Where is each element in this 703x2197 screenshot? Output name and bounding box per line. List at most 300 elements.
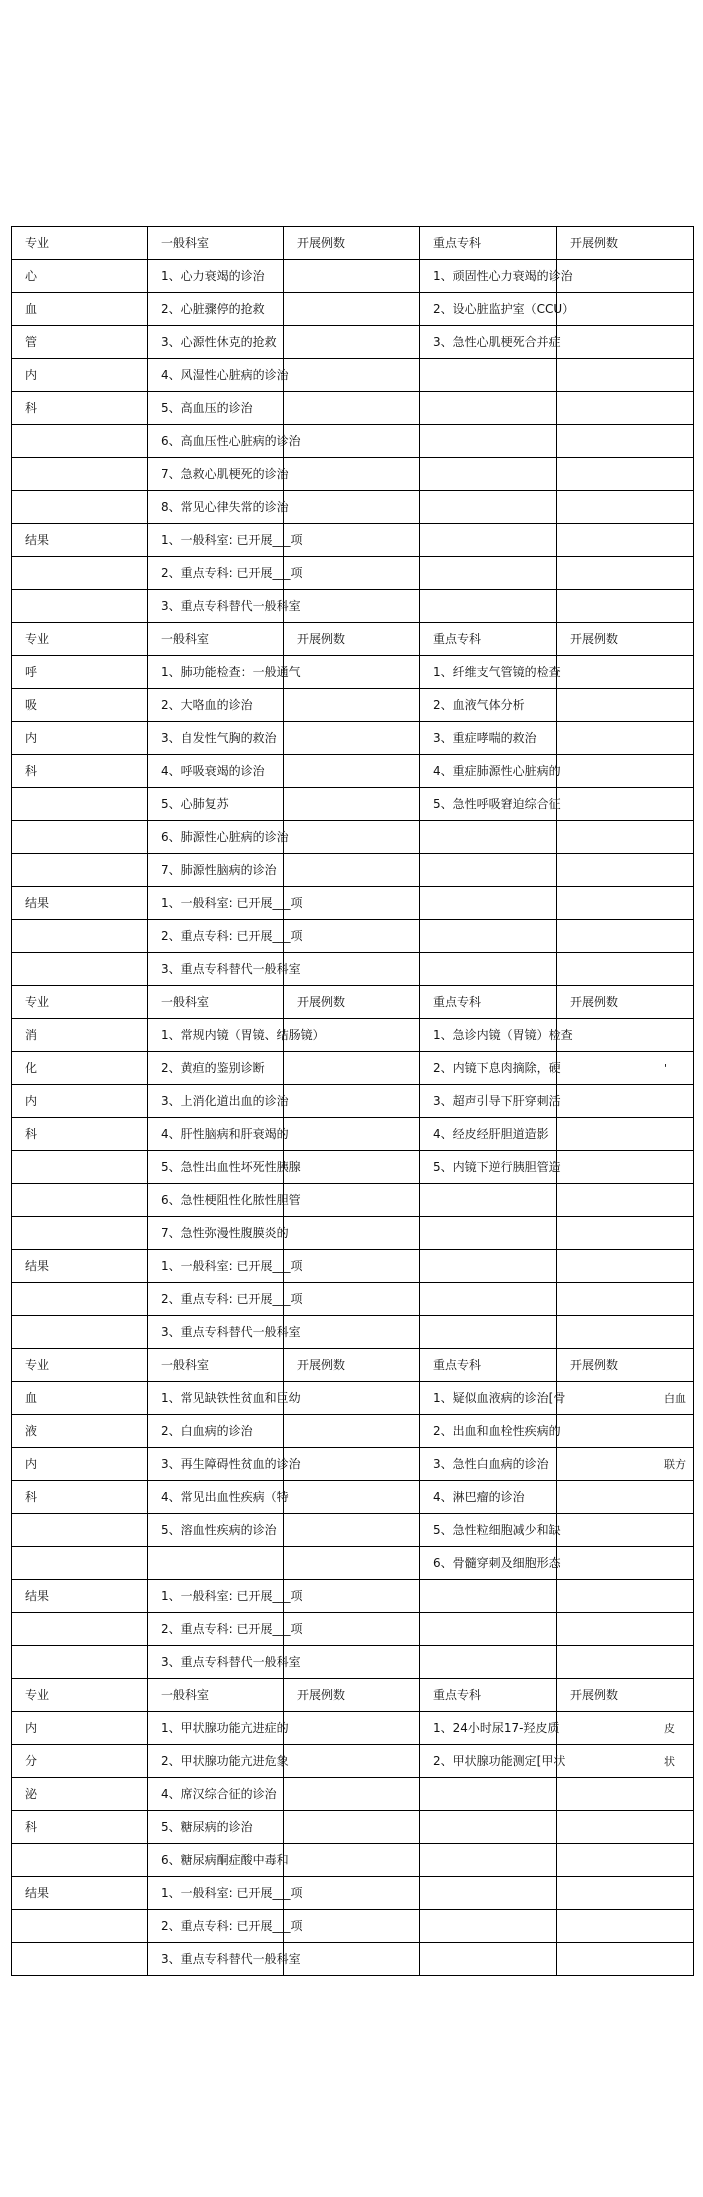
count-cell [284, 1217, 420, 1250]
specialty-cell: 吸 [12, 689, 148, 722]
result-text-cell: 3、重点专科替代一般科室 [148, 953, 284, 986]
count-cell [557, 1844, 694, 1877]
key-item-cell: 3、超声引导下肝穿刺活 [420, 1085, 557, 1118]
header-row [12, 623, 694, 656]
result-label-cell [12, 1316, 148, 1349]
general-item-cell: 4、呼吸衰竭的诊治 [148, 755, 284, 788]
empty-cell [557, 1943, 694, 1976]
count-cell [557, 359, 694, 392]
general-item-cell: 4、肝性脑病和肝衰竭的 [148, 1118, 284, 1151]
count-cell [557, 326, 694, 359]
count-cell [557, 1217, 694, 1250]
specialty-cell: 内 [12, 359, 148, 392]
count-cell [557, 854, 694, 887]
count-cell [557, 1382, 694, 1415]
table-row [12, 491, 694, 524]
key-item-cell: 4、重症肺源性心脏病的 [420, 755, 557, 788]
header-count: 开展例数 [284, 227, 420, 260]
count-cell [557, 1085, 694, 1118]
empty-cell [284, 1580, 420, 1613]
general-item-cell: 7、急性弥漫性腹膜炎的 [148, 1217, 284, 1250]
general-item-cell: 5、心肺复苏 [148, 788, 284, 821]
key-item-cell: 2、出血和血栓性疾病的 [420, 1415, 557, 1448]
specialty-cell: 科 [12, 392, 148, 425]
header-count: 开展例数 [284, 986, 420, 1019]
empty-cell [420, 1283, 557, 1316]
count-cell [284, 1712, 420, 1745]
general-item-cell: 4、风湿性心脏病的诊治 [148, 359, 284, 392]
empty-cell [420, 1316, 557, 1349]
general-item-cell [148, 1547, 284, 1580]
key-item-cell: 2、甲状腺功能测定[甲状 [420, 1745, 557, 1778]
specialty-cell [12, 458, 148, 491]
empty-cell [284, 887, 420, 920]
count-cell [284, 1811, 420, 1844]
specialty-cell: 管 [12, 326, 148, 359]
result-text-cell: 3、重点专科替代一般科室 [148, 590, 284, 623]
specialty-cell: 呼 [12, 656, 148, 689]
empty-cell [557, 1646, 694, 1679]
count-cell [284, 1118, 420, 1151]
empty-cell [557, 953, 694, 986]
key-item-cell [420, 359, 557, 392]
count-cell [284, 458, 420, 491]
specialty-cell [12, 1514, 148, 1547]
empty-cell [420, 1646, 557, 1679]
key-item-cell: 5、急性呼吸窘迫综合征 [420, 788, 557, 821]
result-text-cell: 3、重点专科替代一般科室 [148, 1646, 284, 1679]
general-item-cell: 6、急性梗阻性化脓性胆管 [148, 1184, 284, 1217]
specialty-cell [12, 821, 148, 854]
count-cell [557, 1547, 694, 1580]
empty-cell [557, 920, 694, 953]
header-row [12, 986, 694, 1019]
count-cell [557, 689, 694, 722]
result-text-cell: 1、一般科室: 已开展___项 [148, 1580, 284, 1613]
general-item-cell: 3、自发性气胸的救治 [148, 722, 284, 755]
specialty-cell [12, 1547, 148, 1580]
specialty-cell: 消 [12, 1019, 148, 1052]
table-row [12, 1778, 694, 1811]
count-cell [284, 359, 420, 392]
table-row [12, 788, 694, 821]
key-item-cell [420, 458, 557, 491]
table-row [12, 755, 694, 788]
count-cell [284, 425, 420, 458]
header-key-specialty: 重点专科 [420, 623, 557, 656]
result-text-cell: 1、一般科室: 已开展___项 [148, 1877, 284, 1910]
overflow-text: 联方 [664, 1457, 686, 1471]
count-cell [557, 755, 694, 788]
count-cell [284, 1745, 420, 1778]
empty-cell [557, 1316, 694, 1349]
specialty-cell [12, 788, 148, 821]
table-row [12, 260, 694, 293]
count-cell [557, 458, 694, 491]
specialty-cell: 科 [12, 755, 148, 788]
count-cell [557, 1745, 694, 1778]
count-cell [284, 1151, 420, 1184]
header-general-dept: 一般科室 [148, 1679, 284, 1712]
table-row [12, 1085, 694, 1118]
empty-cell [420, 590, 557, 623]
general-item-cell: 5、高血压的诊治 [148, 392, 284, 425]
result-row [12, 1943, 694, 1976]
result-text-cell: 1、一般科室: 已开展___项 [148, 887, 284, 920]
count-cell [284, 755, 420, 788]
specialty-cell [12, 425, 148, 458]
key-item-cell: 1、急诊内镜（胃镜）检查 [420, 1019, 557, 1052]
general-item-cell: 4、常见出血性疾病（特 [148, 1481, 284, 1514]
specialty-cell: 化 [12, 1052, 148, 1085]
count-cell [557, 656, 694, 689]
result-text-cell: 3、重点专科替代一般科室 [148, 1943, 284, 1976]
count-cell [557, 722, 694, 755]
count-cell [284, 1481, 420, 1514]
header-key-specialty: 重点专科 [420, 1679, 557, 1712]
table-row [12, 1514, 694, 1547]
general-item-cell: 6、肺源性心脏病的诊治 [148, 821, 284, 854]
count-cell [284, 788, 420, 821]
header-count: 开展例数 [284, 1679, 420, 1712]
general-item-cell: 5、糖尿病的诊治 [148, 1811, 284, 1844]
specialty-cell: 内 [12, 1448, 148, 1481]
general-item-cell: 1、心力衰竭的诊治 [148, 260, 284, 293]
key-item-cell [420, 821, 557, 854]
general-item-cell: 1、常规内镜（胃镜、结肠镜） [148, 1019, 284, 1052]
result-row [12, 1646, 694, 1679]
specialty-cell: 泌 [12, 1778, 148, 1811]
empty-cell [284, 920, 420, 953]
header-specialty: 专业 [12, 1349, 148, 1382]
table-row [12, 1052, 694, 1085]
count-cell [557, 1019, 694, 1052]
header-count: 开展例数 [557, 227, 694, 260]
result-label-cell: 结果 [12, 1250, 148, 1283]
header-count: 开展例数 [557, 1679, 694, 1712]
count-cell [557, 491, 694, 524]
general-item-cell: 3、再生障碍性贫血的诊治 [148, 1448, 284, 1481]
result-row [12, 1283, 694, 1316]
result-row [12, 524, 694, 557]
result-text-cell: 3、重点专科替代一般科室 [148, 1316, 284, 1349]
count-cell [284, 1514, 420, 1547]
key-item-cell [420, 1778, 557, 1811]
result-row [12, 557, 694, 590]
key-item-cell [420, 392, 557, 425]
general-item-cell: 5、急性出血性坏死性胰腺 [148, 1151, 284, 1184]
header-key-specialty: 重点专科 [420, 986, 557, 1019]
count-cell [284, 1415, 420, 1448]
table-row [12, 1712, 694, 1745]
empty-cell [284, 1646, 420, 1679]
empty-cell [557, 524, 694, 557]
empty-cell [284, 1283, 420, 1316]
table-row [12, 1382, 694, 1415]
key-item-cell: 3、重症哮喘的救治 [420, 722, 557, 755]
result-row [12, 1613, 694, 1646]
general-item-cell: 5、溶血性疾病的诊治 [148, 1514, 284, 1547]
result-label-cell [12, 1943, 148, 1976]
header-key-specialty: 重点专科 [420, 227, 557, 260]
header-specialty: 专业 [12, 227, 148, 260]
empty-cell [284, 953, 420, 986]
table-row [12, 1151, 694, 1184]
empty-cell [557, 1283, 694, 1316]
count-cell [284, 656, 420, 689]
header-row [12, 227, 694, 260]
specialty-cell [12, 491, 148, 524]
key-item-cell [420, 491, 557, 524]
key-item-cell: 1、24小时尿17-羟皮质 [420, 1712, 557, 1745]
table-row [12, 656, 694, 689]
count-cell [284, 1052, 420, 1085]
empty-cell [420, 557, 557, 590]
header-count: 开展例数 [557, 623, 694, 656]
empty-cell [284, 1613, 420, 1646]
general-item-cell: 7、肺源性脑病的诊治 [148, 854, 284, 887]
result-row [12, 887, 694, 920]
result-text-cell: 2、重点专科: 已开展___项 [148, 920, 284, 953]
table-row [12, 326, 694, 359]
header-specialty: 专业 [12, 986, 148, 1019]
specialty-cell: 内 [12, 1712, 148, 1745]
count-cell [557, 1118, 694, 1151]
header-row [12, 1349, 694, 1382]
empty-cell [284, 1943, 420, 1976]
count-cell [557, 293, 694, 326]
key-item-cell: 1、纤维支气管镜的检查 [420, 656, 557, 689]
header-row [12, 1679, 694, 1712]
key-item-cell [420, 1844, 557, 1877]
table-row [12, 1448, 694, 1481]
result-text-cell: 2、重点专科: 已开展___项 [148, 557, 284, 590]
count-cell [557, 260, 694, 293]
count-cell [284, 722, 420, 755]
table-row [12, 458, 694, 491]
table-row [12, 1481, 694, 1514]
overflow-text: ' [664, 1061, 668, 1075]
table-row [12, 1415, 694, 1448]
key-item-cell [420, 1811, 557, 1844]
key-item-cell: 5、急性粒细胞减少和缺 [420, 1514, 557, 1547]
table-row [12, 293, 694, 326]
header-general-dept: 一般科室 [148, 227, 284, 260]
general-item-cell: 7、急救心肌梗死的诊治 [148, 458, 284, 491]
result-label-cell [12, 920, 148, 953]
specialty-cell [12, 854, 148, 887]
general-item-cell: 4、席汉综合征的诊治 [148, 1778, 284, 1811]
count-cell [557, 1052, 694, 1085]
specialty-cell: 分 [12, 1745, 148, 1778]
count-cell [557, 1778, 694, 1811]
result-label-cell [12, 590, 148, 623]
count-cell [557, 821, 694, 854]
specialty-cell [12, 1184, 148, 1217]
result-label-cell [12, 1646, 148, 1679]
key-item-cell: 4、经皮经肝胆道造影 [420, 1118, 557, 1151]
count-cell [284, 1448, 420, 1481]
general-item-cell: 1、常见缺铁性贫血和巨幼 [148, 1382, 284, 1415]
key-item-cell: 5、内镜下逆行胰胆管造 [420, 1151, 557, 1184]
count-cell [284, 1184, 420, 1217]
count-cell [557, 1184, 694, 1217]
result-row [12, 953, 694, 986]
table-row [12, 359, 694, 392]
table-row [12, 1184, 694, 1217]
count-cell [284, 392, 420, 425]
table-row [12, 1547, 694, 1580]
count-cell [284, 293, 420, 326]
count-cell [284, 1085, 420, 1118]
table-row [12, 821, 694, 854]
key-item-cell: 1、顽固性心力衰竭的诊治 [420, 260, 557, 293]
result-row [12, 1910, 694, 1943]
table-row [12, 392, 694, 425]
empty-cell [420, 953, 557, 986]
count-cell [284, 821, 420, 854]
overflow-text: 皮 [664, 1721, 675, 1735]
count-cell [557, 1514, 694, 1547]
empty-cell [420, 887, 557, 920]
result-label-cell: 结果 [12, 1877, 148, 1910]
count-cell [284, 260, 420, 293]
count-cell [284, 491, 420, 524]
key-item-cell: 6、骨髓穿刺及细胞形态 [420, 1547, 557, 1580]
empty-cell [557, 1613, 694, 1646]
result-label-cell [12, 557, 148, 590]
header-general-dept: 一般科室 [148, 623, 284, 656]
table-row [12, 1811, 694, 1844]
specialty-cell: 内 [12, 1085, 148, 1118]
general-item-cell: 1、肺功能检查：一般通气 [148, 656, 284, 689]
count-cell [557, 1481, 694, 1514]
empty-cell [420, 1250, 557, 1283]
result-text-cell: 1、一般科室: 已开展___项 [148, 1250, 284, 1283]
empty-cell [420, 1877, 557, 1910]
header-count: 开展例数 [557, 986, 694, 1019]
empty-cell [557, 1250, 694, 1283]
empty-cell [420, 524, 557, 557]
count-cell [557, 1151, 694, 1184]
empty-cell [284, 1910, 420, 1943]
general-item-cell: 3、心源性休克的抢救 [148, 326, 284, 359]
empty-cell [420, 1910, 557, 1943]
result-label-cell [12, 1613, 148, 1646]
count-cell [284, 689, 420, 722]
count-cell [284, 854, 420, 887]
count-cell [284, 1382, 420, 1415]
general-item-cell: 2、甲状腺功能亢进危象 [148, 1745, 284, 1778]
count-cell [284, 1547, 420, 1580]
specialty-cell: 液 [12, 1415, 148, 1448]
result-row [12, 1316, 694, 1349]
count-cell [284, 1844, 420, 1877]
general-item-cell: 2、心脏骤停的抢救 [148, 293, 284, 326]
empty-cell [557, 1580, 694, 1613]
specialty-cell [12, 1151, 148, 1184]
specialty-cell: 内 [12, 722, 148, 755]
assessment-sheet [11, 226, 693, 1966]
specialty-cell: 血 [12, 1382, 148, 1415]
result-row [12, 1580, 694, 1613]
header-count: 开展例数 [284, 623, 420, 656]
key-item-cell: 3、急性心肌梗死合并症 [420, 326, 557, 359]
count-cell [557, 392, 694, 425]
result-row [12, 1250, 694, 1283]
specialty-cell: 科 [12, 1118, 148, 1151]
count-cell [557, 425, 694, 458]
key-item-cell: 2、内镜下息肉摘除，硬 [420, 1052, 557, 1085]
department-table [11, 226, 694, 1976]
count-cell [284, 1778, 420, 1811]
specialty-cell [12, 1844, 148, 1877]
overflow-text: 白血 [664, 1391, 686, 1405]
specialty-cell: 科 [12, 1481, 148, 1514]
general-item-cell: 6、高血压性心脏病的诊治 [148, 425, 284, 458]
table-row [12, 1745, 694, 1778]
empty-cell [284, 590, 420, 623]
result-text-cell: 2、重点专科: 已开展___项 [148, 1910, 284, 1943]
key-item-cell: 2、设心脏监护室（CCU） [420, 293, 557, 326]
empty-cell [557, 1910, 694, 1943]
result-label-cell [12, 1910, 148, 1943]
result-label-cell [12, 953, 148, 986]
table-row [12, 425, 694, 458]
empty-cell [284, 524, 420, 557]
empty-cell [420, 920, 557, 953]
empty-cell [420, 1580, 557, 1613]
key-item-cell: 4、淋巴瘤的诊治 [420, 1481, 557, 1514]
general-item-cell: 1、甲状腺功能亢进症的 [148, 1712, 284, 1745]
empty-cell [284, 1316, 420, 1349]
general-item-cell: 2、白血病的诊治 [148, 1415, 284, 1448]
count-cell [557, 1712, 694, 1745]
overflow-text: 状 [664, 1754, 675, 1768]
table-row [12, 689, 694, 722]
key-item-cell: 3、急性白血病的诊治 [420, 1448, 557, 1481]
result-text-cell: 2、重点专科: 已开展___项 [148, 1283, 284, 1316]
general-item-cell: 3、上消化道出血的诊治 [148, 1085, 284, 1118]
table-row [12, 1019, 694, 1052]
header-specialty: 专业 [12, 623, 148, 656]
table-row [12, 1118, 694, 1151]
count-cell [557, 1448, 694, 1481]
empty-cell [284, 1250, 420, 1283]
empty-cell [557, 887, 694, 920]
header-specialty: 专业 [12, 1679, 148, 1712]
specialty-cell: 血 [12, 293, 148, 326]
empty-cell [557, 1877, 694, 1910]
table-row [12, 854, 694, 887]
key-item-cell: 1、疑似血液病的诊治[骨 [420, 1382, 557, 1415]
specialty-cell: 心 [12, 260, 148, 293]
empty-cell [420, 1943, 557, 1976]
count-cell [557, 788, 694, 821]
key-item-cell [420, 1217, 557, 1250]
table-row [12, 1844, 694, 1877]
result-label-cell [12, 1283, 148, 1316]
header-general-dept: 一般科室 [148, 986, 284, 1019]
result-text-cell: 1、一般科室: 已开展___项 [148, 524, 284, 557]
general-item-cell: 8、常见心律失常的诊治 [148, 491, 284, 524]
header-general-dept: 一般科室 [148, 1349, 284, 1382]
header-key-specialty: 重点专科 [420, 1349, 557, 1382]
general-item-cell: 2、大咯血的诊治 [148, 689, 284, 722]
result-row [12, 920, 694, 953]
specialty-cell: 科 [12, 1811, 148, 1844]
empty-cell [284, 1877, 420, 1910]
